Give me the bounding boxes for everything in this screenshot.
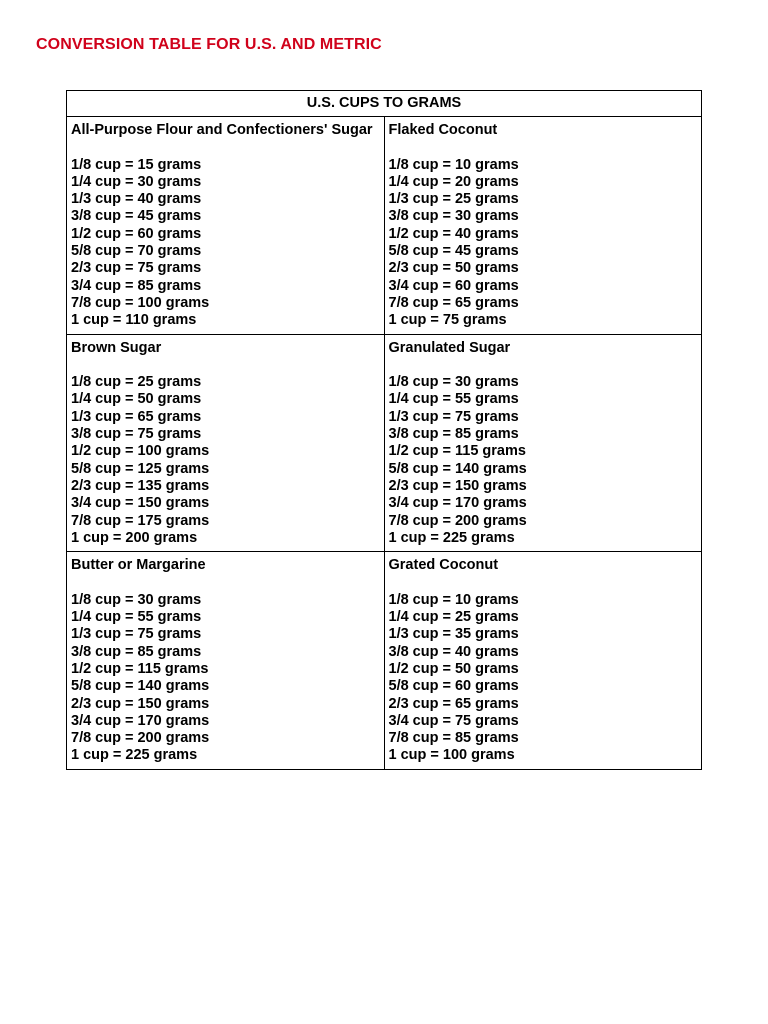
conversion-list xyxy=(389,157,698,330)
conversion-line: 2/3 cup = 150 grams xyxy=(388,477,527,494)
conversion-line: 1/4 cup = 25 grams xyxy=(388,609,519,626)
conversion-line: 1/8 cup = 30 grams xyxy=(71,591,202,608)
conversion-line: 1 cup = 225 grams xyxy=(388,529,515,546)
conversion-line: 1/4 cup = 30 grams xyxy=(71,173,202,190)
spacer xyxy=(389,139,698,156)
table-body xyxy=(67,117,702,770)
conversion-line: 3/8 cup = 85 grams xyxy=(388,426,519,443)
category-name: Grated Coconut xyxy=(388,557,499,574)
conversion-line: 5/8 cup = 60 grams xyxy=(388,678,519,695)
conversion-line: 3/8 cup = 45 grams xyxy=(71,208,202,225)
spacer xyxy=(71,139,380,156)
category-cell xyxy=(67,334,385,552)
conversion-line: 7/8 cup = 65 grams xyxy=(388,294,519,311)
conversion-line: 1/3 cup = 65 grams xyxy=(71,408,202,425)
conversion-line: 7/8 cup = 175 grams xyxy=(71,512,210,529)
conversion-line: 1 cup = 100 grams xyxy=(388,747,515,764)
category-name: Flaked Coconut xyxy=(388,122,498,138)
conversion-line: 3/8 cup = 85 grams xyxy=(71,643,202,660)
conversion-line: 2/3 cup = 150 grams xyxy=(71,695,210,712)
conversion-line: 2/3 cup = 65 grams xyxy=(388,695,519,712)
category-name: All-Purpose Flour and Confectioners' Sugar xyxy=(71,122,373,138)
table-header-row xyxy=(67,91,702,117)
conversion-table xyxy=(66,90,702,770)
spacer xyxy=(389,357,698,374)
conversion-line: 1/8 cup = 10 grams xyxy=(388,156,519,173)
conversion-line: 5/8 cup = 70 grams xyxy=(71,243,202,260)
conversion-line: 3/8 cup = 40 grams xyxy=(388,643,519,660)
conversion-line: 1/8 cup = 30 grams xyxy=(388,374,519,391)
table-row xyxy=(67,552,702,770)
conversion-line: 2/3 cup = 135 grams xyxy=(71,477,210,494)
category-cell xyxy=(67,552,385,770)
conversion-line: 5/8 cup = 45 grams xyxy=(388,243,519,260)
conversion-list xyxy=(389,374,698,547)
conversion-line: 7/8 cup = 200 grams xyxy=(71,730,210,747)
conversion-line: 1/2 cup = 40 grams xyxy=(388,225,519,242)
conversion-line: 1/2 cup = 60 grams xyxy=(71,225,202,242)
conversion-list xyxy=(71,157,380,330)
category-cell xyxy=(384,552,702,770)
conversion-list xyxy=(389,592,698,765)
conversion-line: 5/8 cup = 140 grams xyxy=(71,678,210,695)
spacer xyxy=(389,574,698,591)
conversion-line: 1/3 cup = 75 grams xyxy=(388,408,519,425)
conversion-line: 1/3 cup = 35 grams xyxy=(388,626,519,643)
conversion-line: 5/8 cup = 125 grams xyxy=(71,460,210,477)
table-row xyxy=(67,334,702,552)
conversion-line: 3/4 cup = 150 grams xyxy=(71,495,210,512)
conversion-line: 5/8 cup = 140 grams xyxy=(388,460,527,477)
conversion-line: 1/2 cup = 50 grams xyxy=(388,660,519,677)
conversion-line: 7/8 cup = 85 grams xyxy=(388,730,519,747)
conversion-line: 1 cup = 200 grams xyxy=(71,529,198,546)
conversion-line: 3/8 cup = 30 grams xyxy=(388,208,519,225)
conversion-line: 1 cup = 225 grams xyxy=(71,747,198,764)
conversion-line: 2/3 cup = 50 grams xyxy=(388,260,519,277)
spacer xyxy=(71,574,380,591)
spacer xyxy=(71,357,380,374)
conversion-list xyxy=(71,374,380,547)
conversion-line: 1 cup = 110 grams xyxy=(71,312,197,329)
conversion-line: 7/8 cup = 100 grams xyxy=(71,294,210,311)
conversion-line: 1 cup = 75 grams xyxy=(388,312,507,329)
conversion-line: 3/4 cup = 170 grams xyxy=(388,495,527,512)
conversion-line: 1/2 cup = 100 grams xyxy=(71,443,210,460)
conversion-line: 1/2 cup = 115 grams xyxy=(71,660,209,677)
category-cell xyxy=(384,334,702,552)
conversion-line: 1/2 cup = 115 grams xyxy=(388,443,526,460)
conversion-line: 1/4 cup = 55 grams xyxy=(71,609,202,626)
conversion-line: 7/8 cup = 200 grams xyxy=(388,512,527,529)
conversion-line: 3/4 cup = 85 grams xyxy=(71,277,202,294)
category-name: Brown Sugar xyxy=(71,339,162,356)
conversion-line: 1/3 cup = 75 grams xyxy=(71,626,202,643)
category-name: Granulated Sugar xyxy=(388,339,511,356)
category-name: Butter or Margarine xyxy=(71,557,206,574)
conversion-line: 1/8 cup = 10 grams xyxy=(388,591,519,608)
category-cell xyxy=(384,117,702,335)
conversion-line: 2/3 cup = 75 grams xyxy=(71,260,202,277)
conversion-line: 1/3 cup = 25 grams xyxy=(388,191,519,208)
conversion-line: 1/3 cup = 40 grams xyxy=(71,191,202,208)
conversion-line: 1/4 cup = 20 grams xyxy=(388,173,519,190)
page-title: CONVERSION TABLE FOR U.S. AND METRIC xyxy=(36,36,382,53)
conversion-line: 1/4 cup = 50 grams xyxy=(71,391,202,408)
conversion-line: 3/8 cup = 75 grams xyxy=(71,426,202,443)
conversion-line: 3/4 cup = 170 grams xyxy=(71,712,210,729)
conversion-line: 1/8 cup = 25 grams xyxy=(71,374,202,391)
conversion-list xyxy=(71,592,380,765)
table-header: U.S. CUPS TO GRAMS xyxy=(67,91,702,117)
conversion-line: 1/8 cup = 15 grams xyxy=(71,156,202,173)
category-cell xyxy=(67,117,385,335)
conversion-line: 3/4 cup = 60 grams xyxy=(388,277,519,294)
table-row xyxy=(67,117,702,335)
conversion-line: 1/4 cup = 55 grams xyxy=(388,391,519,408)
conversion-line: 3/4 cup = 75 grams xyxy=(388,712,519,729)
